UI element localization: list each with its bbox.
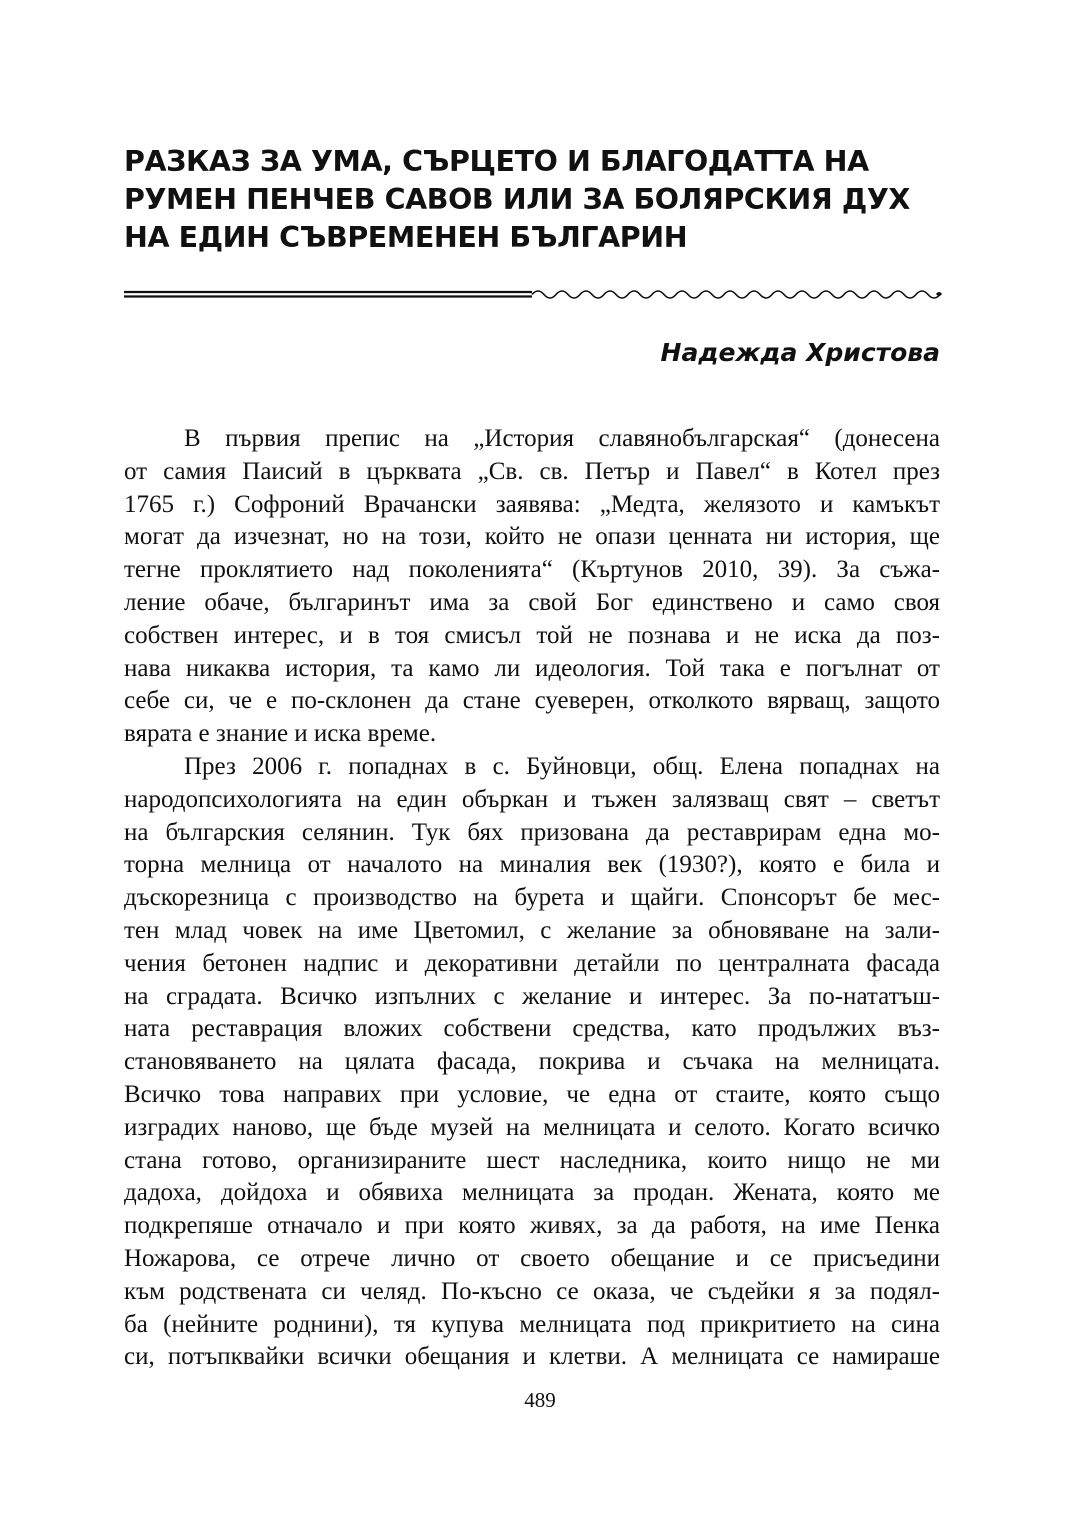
- article-body: [124, 423, 940, 1374]
- text-line: тегне проклятието над поколенията“ (Къртунов 2010, 39). За съжа-: [124, 556, 940, 584]
- text-line: чения бетонен надпис и декоративни детайли по централната фасада: [124, 949, 940, 977]
- text-line: тен млад човек на име Цветомил, с желание за обновяване на зали-: [124, 916, 940, 944]
- text-line: вярата е знание и иска време.: [124, 720, 437, 748]
- text-line: стана готово, организираните шест наследника, които нищо не ми: [124, 1146, 940, 1174]
- title-line: НА ЕДИН СЪВРЕМЕНЕН БЪЛГАРИН: [124, 221, 688, 254]
- text-line: народопсихологията на един объркан и тъжен залязващ свят – светът: [124, 785, 940, 813]
- paragraph-2: [124, 751, 940, 1374]
- text-line: подкрепяше отначало и при която живях, за да работя, на име Пенка: [124, 1212, 940, 1240]
- text-line: нава никаква история, та камо ли идеология. Той така е погълнат от: [124, 654, 940, 682]
- author-name: Надежда Христова: [660, 338, 940, 367]
- text-line: торна мелница от началото на миналия век (1930?), която е била и: [124, 851, 940, 879]
- text-line: изградих наново, ще бъде музей на мелницата и селото. Когато всичко: [124, 1113, 940, 1141]
- text-line: Ножарова, се отрече лично от своето обещание и се присъедини: [124, 1244, 940, 1272]
- text-line: дадоха, дойдоха и обявиха мелницата за продан. Жената, която ме: [124, 1179, 940, 1207]
- text-line: дъскорезница с производство на бурета и щайги. Спонсорът бе мес-: [124, 884, 940, 912]
- text-line: В първия препис на „История славянобългарская“ (донесена: [184, 425, 940, 452]
- paragraph-1: [124, 423, 940, 751]
- title-line: РУМЕН ПЕНЧЕВ САВОВ ИЛИ ЗА БОЛЯРСКИЯ ДУХ: [124, 183, 910, 216]
- page-number: 489: [524, 1388, 556, 1412]
- text-line: към родствената си челяд. По-късно се оказа, че съдейки я за подял-: [124, 1277, 940, 1305]
- text-line: могат да изчезнат, но на този, който не опази ценната ни история, ще: [124, 523, 940, 551]
- text-line: 1765 г.) Софроний Врачански заявява: „Медта, желязото и камъкът: [124, 490, 940, 518]
- text-line: на сградата. Всичко изпълних с желание и интерес. За по-нататъш-: [124, 982, 940, 1010]
- title-line: РАЗКАЗ ЗА УМА, СЪРЦЕТО И БЛАГОДАТТА НА: [124, 145, 869, 178]
- text-line: себе си, че е по-склонен да стане суеверен, отколкото вярващ, защото: [124, 687, 940, 715]
- text-line: собствен интерес, и в тоя смисъл той не познава и не иска да поз-: [124, 621, 940, 649]
- decorative-divider: [124, 286, 944, 306]
- text-line: През 2006 г. попаднах в с. Буйновци, общ. Елена попаднах на: [184, 752, 940, 780]
- text-line: ление обаче, българинът има за свой Бог единствено и само своя: [124, 588, 940, 616]
- text-line: ната реставрация вложих собствени средства, като продължих въз-: [124, 1015, 940, 1043]
- text-line: от самия Паисий в църквата „Св. св. Петър и Павел“ в Котел през: [124, 457, 940, 485]
- text-line: становяването на цялата фасада, покрива и съчака на мелницата.: [124, 1048, 940, 1076]
- text-line: Всичко това направих при условие, че една от стаите, която също: [124, 1080, 940, 1108]
- text-line: на българския селянин. Тук бях призована да реставрирам една мо-: [124, 818, 940, 846]
- text-line: си, потъпквайки всички обещания и клетви. А мелницата се намираше: [124, 1343, 940, 1371]
- chapter-title: [124, 143, 954, 257]
- text-line: ба (нейните роднини), тя купува мелницата под прикритието на сина: [124, 1310, 940, 1338]
